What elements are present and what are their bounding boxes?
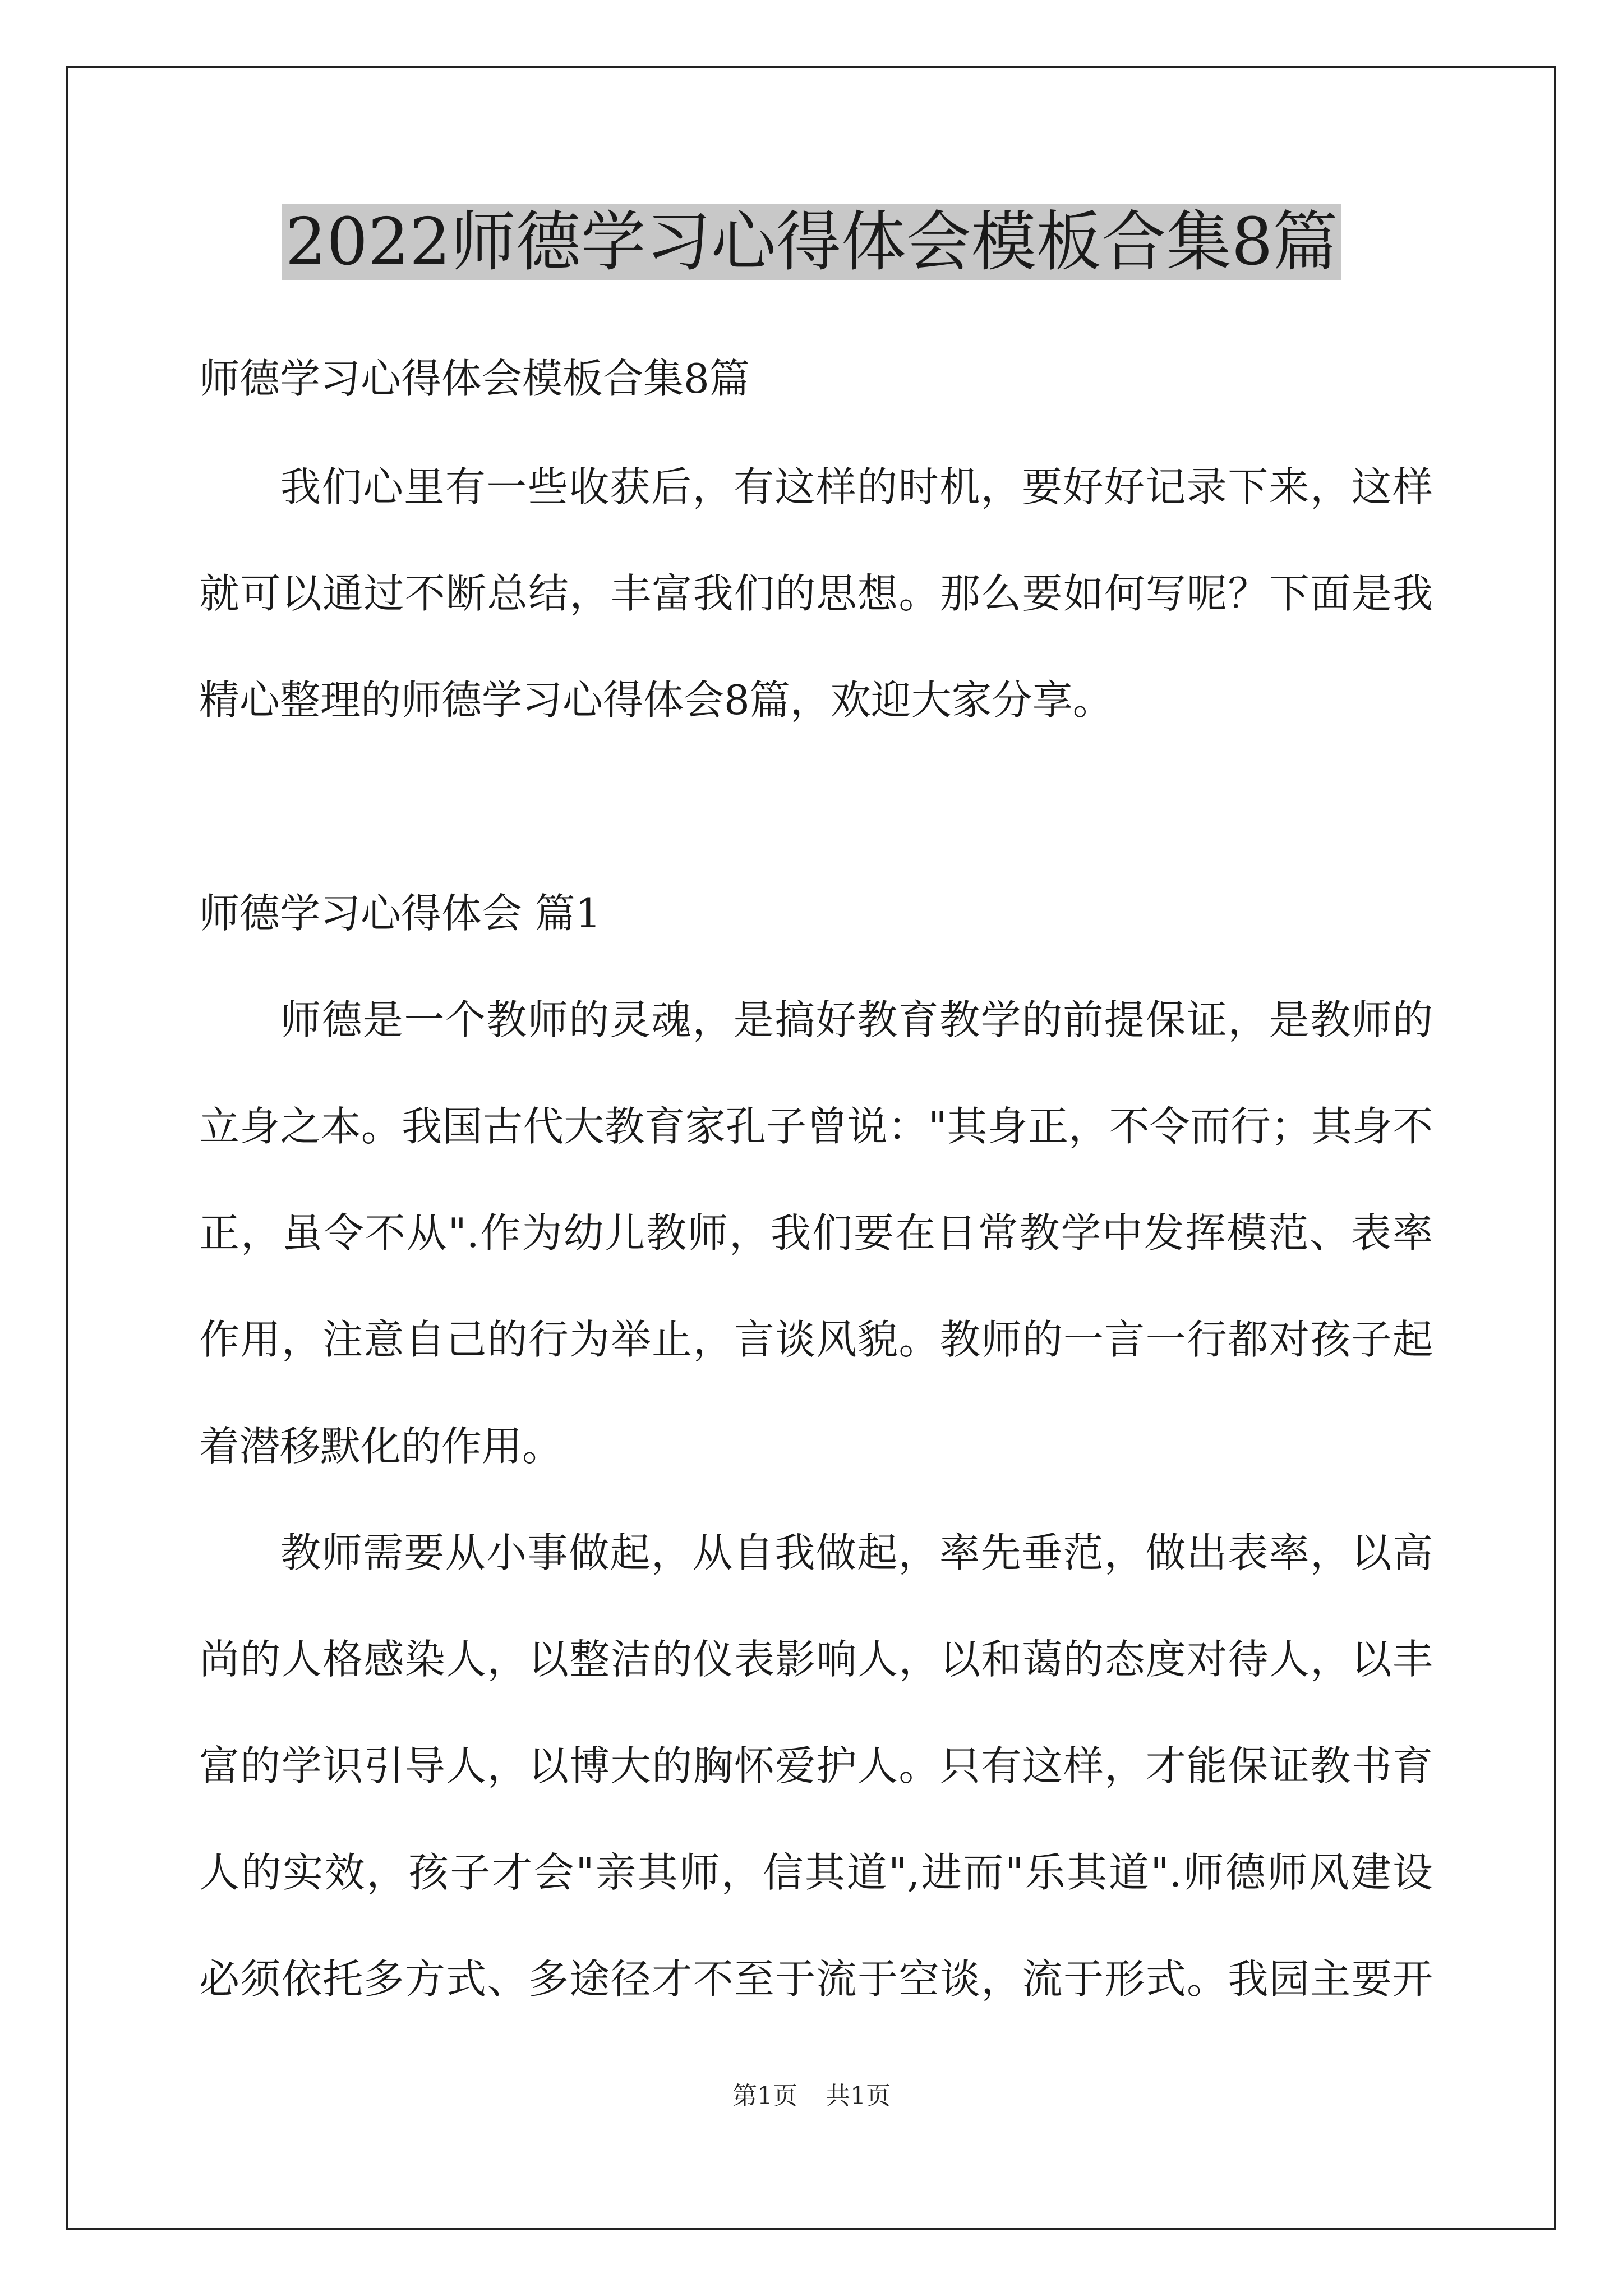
paragraph1-line-3: 正，虽令不从".作为幼儿教师，我们要在日常教学中发挥模范、表率 [199,1209,1433,1257]
paragraph1-line-2: 立身之本。我国古代大教育家孔子曾说："其身正，不令而行；其身不 [199,1103,1433,1150]
document-title [0,203,1623,282]
page-number-total: 共1页 [826,2082,891,2110]
title-highlight: 2022师德学习心得体会模板合集8篇 [282,204,1341,280]
intro-line-1: 我们心里有一些收获后，有这样的时机，要好好记录下来，这样 [280,463,1433,510]
paragraph1-line-4: 作用，注意自己的行为举止，言谈风貌。教师的一言一行都对孩子起 [199,1316,1433,1363]
paragraph1-line-1: 师德是一个教师的灵魂，是搞好教育教学的前提保证，是教师的 [280,996,1433,1043]
page-number-current: 第1页 [732,2082,797,2110]
paragraph2-line-2: 尚的人格感染人，以整洁的仪表影响人，以和蔼的态度对待人，以丰 [199,1636,1433,1683]
document-subtitle: 师德学习心得体会模板合集8篇 [199,355,750,402]
paragraph2-line-4: 人的实效，孩子才会"亲其师，信其道",进而"乐其道".师德师风建设 [199,1849,1433,1896]
intro-line-3: 精心整理的师德学习心得体会8篇，欢迎大家分享。 [199,677,1113,724]
paragraph2-line-5: 必须依托多方式、多途径才不至于流于空谈，流于形式。我园主要开 [199,1955,1433,2003]
paragraph2-line-1: 教师需要从小事做起，从自我做起，率先垂范，做出表率，以高 [280,1529,1433,1576]
intro-line-2: 就可以通过不断总结，丰富我们的思想。那么要如何写呢？下面是我 [199,570,1433,617]
page-footer [0,2079,1623,2113]
paragraph1-line-5: 着潜移默化的作用。 [199,1423,563,1470]
section-heading: 师德学习心得体会 篇1 [199,890,601,937]
paragraph2-line-3: 富的学识引导人，以博大的胸怀爱护人。只有这样，才能保证教书育 [199,1742,1433,1789]
